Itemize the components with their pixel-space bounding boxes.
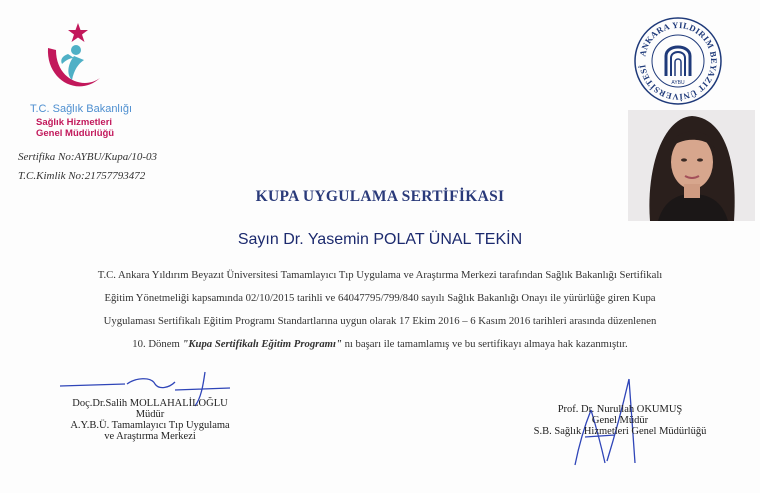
body-text-line-2: Eğitim Yönetmeliği kapsamında 02/10/2015 tarihli ve 64047795/799/840 sayılı Sağlık Bakanlığı Onayı ile yürürlüğe giren Kupa bbox=[104, 292, 656, 304]
right-signatory-name: Prof. Dr. Nurullah OKUMUŞ bbox=[557, 404, 683, 415]
ministry-name: T.C. Sağlık Bakanlığı bbox=[30, 103, 133, 115]
left-signatory-name: Doç.Dr.Salih MOLLAHALİLOĞLU bbox=[72, 398, 228, 409]
seal-text: ANKARA YILDIRIM BEYAZIT ÜNİVERSİTESİ bbox=[637, 19, 720, 103]
ministry-logo bbox=[38, 20, 118, 100]
left-signatory-role: Müdür bbox=[135, 409, 165, 420]
program-name: "Kupa Sertifikalı Eğitim Programı" bbox=[182, 338, 342, 350]
certificate-number: Sertifika No:AYBU/Kupa/10-03 bbox=[18, 151, 158, 163]
svg-text:ANKARA YILDIRIM BEYAZIT ÜNİVER bbox=[637, 20, 719, 102]
right-signatory bbox=[500, 404, 740, 437]
body-text-line-3: Uygulaması Sertifikalı Eğitim Programı Standartlarına uygun olarak 17 Ekim 2016 – 6 Kasım 2016 tarihleri arasında düzenlenen bbox=[103, 315, 657, 327]
body-text-line-4 bbox=[0, 338, 760, 350]
recipient-name: Sayın Dr. Yasemin POLAT ÜNAL TEKİN bbox=[237, 231, 523, 248]
citizen-id-number: T.C.Kimlik No:21757793472 bbox=[18, 170, 146, 182]
left-signatory-org-line1: A.Y.B.Ü. Tamamlayıcı Tıp Uygulama bbox=[70, 420, 230, 431]
left-signatory bbox=[30, 398, 270, 442]
certificate-title: KUPA UYGULAMA SERTİFİKASI bbox=[255, 188, 505, 205]
body-text-line-4-start: 10. Dönem bbox=[132, 338, 183, 350]
body-text-line-1: T.C. Ankara Yıldırım Beyazıt Üniversitesi Tamamlayıcı Tıp Uygulama ve Araştırma Merkezi tarafından Sağlık Bakanlığı Sertifikalı bbox=[97, 269, 663, 281]
ministry-department-line1: Sağlık Hizmetleri bbox=[36, 117, 113, 128]
university-seal bbox=[633, 16, 723, 106]
body-text-line-4-end: nı başarı ile tamamlamış ve bu sertifikayı almaya hak kazanmıştır. bbox=[341, 338, 628, 350]
right-signatory-org: S.B. Sağlık Hizmetleri Genel Müdürlüğü bbox=[533, 426, 707, 437]
right-signatory-role: Genel Müdür bbox=[591, 415, 649, 426]
ministry-department-line2: Genel Müdürlüğü bbox=[36, 128, 115, 139]
seal-abbreviation: AYBU bbox=[671, 80, 685, 86]
left-signatory-org-line2: ve Araştırma Merkezi bbox=[104, 431, 196, 442]
